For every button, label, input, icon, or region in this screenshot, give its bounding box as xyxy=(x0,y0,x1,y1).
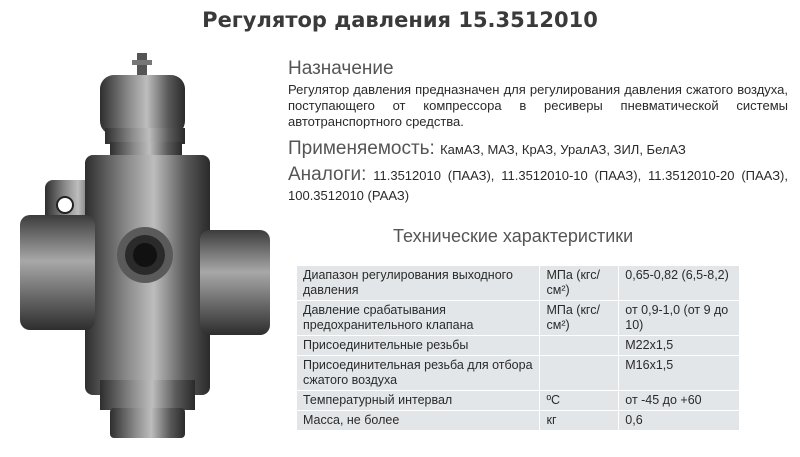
spec-value: 0,65-0,82 (6,5-8,2) xyxy=(619,266,740,301)
spec-unit xyxy=(540,336,619,356)
spec-value: M22x1,5 xyxy=(619,336,740,356)
table-row xyxy=(297,391,740,411)
spec-name: Температурный интервал xyxy=(297,391,540,411)
applicability-value: КамАЗ, МАЗ, КрАЗ, УралАЗ, ЗИЛ, БелАЗ xyxy=(440,142,686,157)
purpose-heading: Назначение xyxy=(288,58,394,79)
analogs-value: 11.3512010 (ПААЗ), 11.3512010-10 (ПААЗ), 11.3512010-20 (ПААЗ), 100.3512010 (РААЗ) xyxy=(288,168,788,203)
spec-unit: МПа (кгс/см²) xyxy=(540,266,619,301)
spec-name: Масса, не более xyxy=(297,411,540,431)
spec-table xyxy=(296,265,740,431)
applicability-row xyxy=(288,138,686,160)
spec-unit: ºC xyxy=(540,391,619,411)
table-row xyxy=(297,356,740,391)
spec-unit: кг xyxy=(540,411,619,431)
spec-value: от 0,9-1,0 (от 9 до 10) xyxy=(619,301,740,336)
tech-title: Технические характеристики xyxy=(393,226,634,246)
spec-name: Присоединительная резьба для отбора сжатого воздуха xyxy=(297,356,540,391)
spec-name: Присоединительные резьбы xyxy=(297,336,540,356)
spec-unit xyxy=(540,356,619,391)
pressure-regulator-image xyxy=(20,50,285,450)
spec-name: Давление срабатывания предохранительного клапана xyxy=(297,301,540,336)
table-row xyxy=(297,301,740,336)
spec-unit: МПа (кгс/см²) xyxy=(540,301,619,336)
analogs-heading: Аналоги: xyxy=(288,164,367,185)
spec-value: M16x1,5 xyxy=(619,356,740,391)
page-title: Регулятор давления 15.3512010 xyxy=(202,8,598,32)
table-row xyxy=(297,411,740,431)
spec-name: Диапазон регулирования выходного давления xyxy=(297,266,540,301)
applicability-heading: Применяемость: xyxy=(288,138,435,159)
purpose-text: Регулятор давления предназначен для регулирования давления сжатого воздуха, поступающего от компрессора в ресиверы пневматической системы автотранспортного средства. xyxy=(288,82,788,129)
table-row xyxy=(297,336,740,356)
spec-value: 0,6 xyxy=(619,411,740,431)
table-row xyxy=(297,266,740,301)
analogs-block xyxy=(288,165,788,206)
spec-value: от -45 до +60 xyxy=(619,391,740,411)
